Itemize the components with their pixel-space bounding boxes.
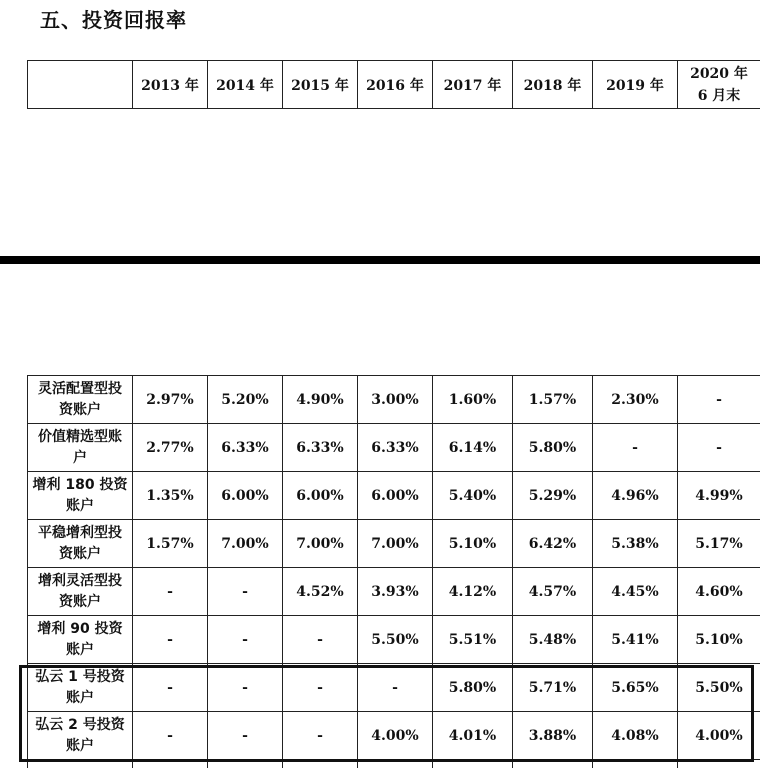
- return-value: -: [208, 568, 283, 616]
- return-value: 6.14%: [433, 424, 513, 472]
- return-value: 4.96%: [593, 472, 678, 520]
- return-value: 5.50%: [358, 616, 433, 664]
- return-value: 3.88%: [513, 712, 593, 760]
- return-value: 5.41%: [593, 616, 678, 664]
- return-value: 4.60%: [678, 568, 760, 616]
- return-value: 4.00%: [678, 712, 760, 760]
- table-row: [28, 424, 760, 472]
- table-row: [28, 664, 760, 712]
- return-value: 2.97%: [133, 376, 208, 424]
- column-header: 2016 年: [358, 61, 433, 109]
- table-row: [28, 472, 760, 520]
- return-value: 1.57%: [513, 376, 593, 424]
- header-row: [28, 61, 760, 109]
- table-row: [28, 520, 760, 568]
- column-header: 2014 年: [208, 61, 283, 109]
- return-value: 6.42%: [513, 520, 593, 568]
- return-value: 4.99%: [678, 472, 760, 520]
- return-value: 3.93%: [358, 568, 433, 616]
- header-corner-cell: [28, 61, 133, 109]
- return-value: 5.40%: [433, 472, 513, 520]
- column-header: 2019 年: [593, 61, 678, 109]
- return-value: 4.90%: [283, 376, 358, 424]
- return-value: -: [358, 664, 433, 712]
- table-row: [28, 616, 760, 664]
- table-row: [28, 568, 760, 616]
- return-value: 7.00%: [208, 520, 283, 568]
- account-name: 增利灵活型投资账户: [28, 568, 133, 616]
- return-value: 4.00%: [358, 712, 433, 760]
- return-value: 6.33%: [208, 424, 283, 472]
- column-header: 2020 年 6 月末: [678, 61, 760, 109]
- account-name: 平稳增利型投资账户: [28, 520, 133, 568]
- return-value: 4.57%: [513, 568, 593, 616]
- return-value: 5.10%: [433, 520, 513, 568]
- table-row: [28, 376, 760, 424]
- return-value: 1.60%: [433, 376, 513, 424]
- return-value: 3.00%: [358, 376, 433, 424]
- return-value: 7.00%: [358, 520, 433, 568]
- return-value: 6.00%: [283, 472, 358, 520]
- return-value: 1.35%: [133, 472, 208, 520]
- column-header: 2015 年: [283, 61, 358, 109]
- page-break-divider: [0, 256, 760, 264]
- account-name: 价值精选型账户: [28, 424, 133, 472]
- column-header: 2018 年: [513, 61, 593, 109]
- column-header: 2017 年: [433, 61, 513, 109]
- account-name: 增利 180 投资账户: [28, 472, 133, 520]
- return-value: -: [208, 616, 283, 664]
- return-value: 5.38%: [593, 520, 678, 568]
- return-value: 5.65%: [593, 664, 678, 712]
- return-value: 5.29%: [513, 472, 593, 520]
- return-value: 4.01%: [433, 712, 513, 760]
- return-value: 2.30%: [593, 376, 678, 424]
- return-value: 2.77%: [133, 424, 208, 472]
- section-title: 五、投资回报率: [40, 8, 187, 32]
- account-name: 灵活配置型投资账户: [28, 376, 133, 424]
- return-value: 4.45%: [593, 568, 678, 616]
- return-value: -: [133, 712, 208, 760]
- table-row-partial: [28, 760, 760, 769]
- table-row: [28, 712, 760, 760]
- return-value: 1.57%: [133, 520, 208, 568]
- return-value: -: [593, 424, 678, 472]
- returns-table: [27, 375, 760, 768]
- return-value: 6.00%: [358, 472, 433, 520]
- return-value: 5.51%: [433, 616, 513, 664]
- return-value: 5.17%: [678, 520, 760, 568]
- return-value: 5.50%: [678, 664, 760, 712]
- return-value: 4.12%: [433, 568, 513, 616]
- account-name: 弘云 1 号投资账户: [28, 664, 133, 712]
- header-table: [27, 60, 760, 109]
- return-value: 5.71%: [513, 664, 593, 712]
- return-value: 6.33%: [283, 424, 358, 472]
- return-value: -: [133, 568, 208, 616]
- return-value: -: [283, 616, 358, 664]
- return-value: 5.20%: [208, 376, 283, 424]
- account-name: 弘云 2 号投资账户: [28, 712, 133, 760]
- column-header: 2013 年: [133, 61, 208, 109]
- return-value: 5.80%: [513, 424, 593, 472]
- account-name: 增利 90 投资账户: [28, 616, 133, 664]
- return-value: 5.80%: [433, 664, 513, 712]
- return-value: -: [133, 664, 208, 712]
- return-value: 6.00%: [208, 472, 283, 520]
- return-value: 4.08%: [593, 712, 678, 760]
- return-value: 7.00%: [283, 520, 358, 568]
- return-value: -: [678, 424, 760, 472]
- return-value: -: [283, 664, 358, 712]
- return-value: -: [208, 712, 283, 760]
- return-value: 6.33%: [358, 424, 433, 472]
- return-value: -: [678, 376, 760, 424]
- return-value: 5.10%: [678, 616, 760, 664]
- return-value: -: [283, 712, 358, 760]
- return-value: -: [208, 664, 283, 712]
- return-value: -: [133, 616, 208, 664]
- return-value: 4.52%: [283, 568, 358, 616]
- return-value: 5.48%: [513, 616, 593, 664]
